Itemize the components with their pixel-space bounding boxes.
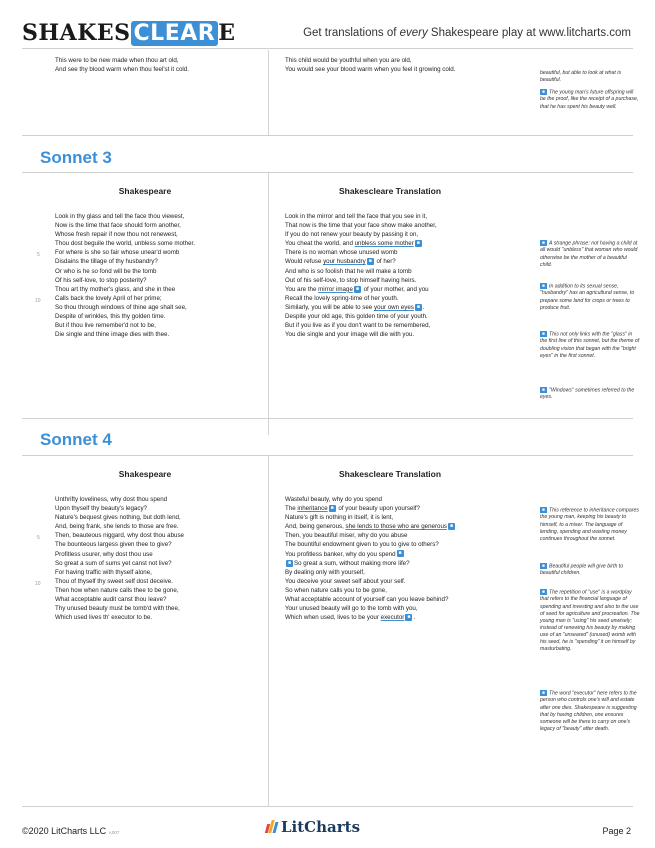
translation-line — [285, 559, 456, 568]
original-line: Nature's bequest gives nothing, but doth lend, — [55, 514, 181, 522]
translation-line — [285, 303, 437, 312]
sonnet-3-note-2 — [540, 283, 640, 312]
translation-line: You would see your blood warm when you feel it growing cold. — [285, 66, 456, 74]
sonnet-3-title: Sonnet 3 — [40, 148, 112, 167]
line-number: 5 — [37, 252, 40, 258]
translation-line: By dealing only with yourself, — [285, 568, 365, 576]
original-line: Then how when nature calls thee to be gone, — [55, 586, 179, 594]
translation-line: So when nature calls you to be gone, — [285, 586, 387, 594]
copyright-text: ©2020 LitCharts LLC — [22, 826, 107, 836]
original-line: Of his self-love, to stop posterity? — [55, 276, 147, 284]
sonnet-3-original — [55, 212, 195, 339]
line-text: The — [285, 505, 298, 513]
note-text: In addition to its sexual sense, "husbandry" has an agricultural sense, to prepare some land for crops or trees to produce fruit. — [540, 283, 635, 311]
header-divider — [22, 48, 633, 49]
original-line: This were to be new made when thou art old, — [55, 57, 179, 64]
original-line: But if thou live remember'd not to be, — [55, 322, 156, 330]
original-line: The bounteous largess given thee to give? — [55, 541, 172, 549]
translation-line — [285, 504, 456, 513]
note-text: Beautiful people will give birth to beautiful children. — [540, 563, 624, 577]
translation-line: Then, you beautiful miser, why do you abuse — [285, 532, 408, 540]
note-text: "Windows" sometimes referred to the eyes. — [540, 387, 635, 401]
annotation-marker-icon[interactable]: ■ — [398, 550, 402, 557]
translation-line: This child would be youthful when you are old, — [285, 57, 412, 64]
footer-copyright — [22, 826, 119, 836]
line-text: Would refuse — [285, 258, 324, 266]
annotation-marker-icon[interactable]: ■ — [450, 523, 454, 530]
annotation-icon: ■ — [540, 89, 547, 95]
line-text: . — [413, 614, 416, 622]
column-divider — [268, 173, 269, 435]
translation-line: Your unused beauty will go to the tomb with you, — [285, 605, 418, 613]
original-line: Calls back the lovely April of her prime; — [55, 294, 162, 302]
original-line: Thou dost beguile the world, unbless some mother. — [55, 240, 195, 248]
brand-text: LitCharts — [281, 818, 361, 836]
annotation-link-executor[interactable]: executor — [380, 614, 405, 622]
original-line: So thou through windows of thine age shalt see, — [55, 303, 187, 311]
annotation-icon: ■ — [540, 507, 547, 513]
original-line: Unthrifty loveliness, why dost thou spend — [55, 496, 168, 503]
annotation-link-eyes[interactable]: your own eyes — [373, 303, 414, 311]
original-line: Or who is he so fond will be the tomb — [55, 267, 157, 275]
section-divider — [22, 418, 633, 419]
annotation-icon: ■ — [540, 589, 547, 595]
line-number: 5 — [37, 535, 40, 541]
logo-text-highlight: CLEAR — [131, 21, 219, 46]
line-text: You are the — [285, 285, 319, 293]
litcharts-bars-icon — [266, 819, 278, 837]
line-text: You cheat the world, and — [285, 240, 355, 248]
original-line: Profitless usurer, why dost thou use — [55, 550, 153, 558]
original-line: Upon thyself thy beauty's legacy? — [55, 505, 147, 513]
original-line: Disdains the tillage of thy husbandry? — [55, 258, 158, 266]
sonnet-3-note-4 — [540, 387, 640, 402]
annotation-icon: ■ — [540, 690, 547, 696]
line-text: of your mother, and you — [361, 285, 429, 293]
annotation-link-inheritance[interactable]: inheritance — [297, 505, 328, 513]
tagline-pre: Get translations of — [303, 27, 400, 39]
sonnet-3-note-1 — [540, 240, 640, 269]
translation-line: But if you live as if you don't want to be remembered, — [285, 322, 431, 330]
annotation-icon: ■ — [540, 563, 547, 569]
line-number: 10 — [35, 581, 41, 587]
note-text: The repetition of "use" is a wordplay that refers to the financial language of spending and investing and also to the use of seed for agriculture and procreation. The young man is "using" his seed unwisely; instead of renewing his beauty by making use of an "unseared" (unused) womb with his seed, he is "spending" it on himself by masturbating. — [540, 589, 640, 653]
fragment-note-1 — [540, 70, 640, 84]
annotation-link-husbandry[interactable]: your husbandry — [323, 258, 366, 266]
annotation-marker-icon[interactable]: ■ — [355, 285, 359, 292]
column-divider — [268, 456, 269, 806]
fragment-translation — [285, 56, 455, 74]
litcharts-logo[interactable] — [266, 818, 360, 837]
original-line: Then, beauteous niggard, why dost thou abuse — [55, 532, 184, 540]
original-line: And, being frank, she lends to those are free. — [55, 523, 179, 531]
sonnet-4-note-1 — [540, 507, 640, 543]
annotation-link-great-sum[interactable]: So great a sum, without making more life? — [294, 559, 410, 567]
line-text: of your beauty upon yourself? — [336, 505, 420, 513]
sonnet-3-note-3 — [540, 331, 640, 360]
annotation-icon: ■ — [540, 387, 547, 393]
sonnet-4-title: Sonnet 4 — [40, 430, 112, 449]
section-divider — [22, 455, 633, 456]
original-line: Thou of thyself thy sweet self dost deceive. — [55, 577, 173, 585]
column-header-original: Shakespeare — [118, 186, 172, 196]
sonnet-4-original — [55, 495, 184, 622]
translation-line: That now is the time that your face show make another, — [285, 222, 437, 230]
footer-divider — [22, 806, 633, 807]
note-text: The word "executor" here refers to the person who controls one's will and estate after one dies. Shakespeare is suggesting that by having children, one ensures someone will be there to carry on one's legacy of "beauty" after death. — [540, 690, 637, 732]
original-line: Thy unused beauty must be tomb'd with thee, — [55, 605, 180, 613]
original-line: Look in thy glass and tell the face thou viewest, — [55, 213, 185, 220]
original-line: Thou art thy mother's glass, and she in thee — [55, 285, 176, 293]
note-text: This not only links with the "glass" in the first line of this sonnet, but the theme of doubling vision that began with the "bright eyes" in the first sonnet. — [540, 331, 640, 359]
version-text: v.007 — [108, 830, 120, 835]
sonnet-4-note-2 — [540, 563, 640, 578]
column-header-translation: Shakescleare Translation — [338, 469, 442, 479]
note-text: A strange phrase: not having a child at all would "unbless" that woman who would otherwise be the mother of a beautiful child. — [540, 240, 638, 268]
shakescleare-logo — [22, 20, 235, 46]
original-line: For having traffic with thyself alone, — [55, 568, 152, 576]
note-text: The young man's future offspring will be the proof, like the receipt of a purchase, that he has spent his beauty well. — [540, 89, 639, 110]
annotation-link-unbless[interactable]: unbless some mother — [354, 240, 414, 248]
annotation-link-generous[interactable]: she lends to those who are generous — [345, 523, 448, 531]
annotation-marker-icon[interactable]: ■ — [416, 240, 420, 247]
translation-line: You deceive your sweet self about your self. — [285, 577, 406, 585]
column-header-translation: Shakescleare Translation — [338, 186, 442, 196]
original-line: So great a sum of sums yet canst not live? — [55, 559, 172, 567]
line-number: 10 — [35, 298, 41, 304]
translation-line — [285, 285, 437, 294]
translation-line: If you do not renew your beauty by passing it on, — [285, 231, 419, 239]
line-text: Similarly, you will be able to see — [285, 303, 374, 311]
translation-line: And who is so foolish that he will make a tomb — [285, 267, 412, 275]
tagline — [303, 27, 631, 39]
translation-line: Wasteful beauty, why do you spend — [285, 496, 382, 503]
translation-line: You die single and your image will die with you. — [285, 331, 415, 339]
translation-line: The bountiful endowment given to you to give to others? — [285, 541, 439, 549]
annotation-marker-icon[interactable]: ■ — [287, 559, 292, 566]
annotation-marker-icon[interactable]: ■ — [368, 258, 372, 265]
translation-line: Out of his self-love, to stop himself having heirs. — [285, 276, 417, 284]
annotation-icon: ■ — [540, 331, 547, 337]
column-divider — [268, 50, 269, 135]
original-line: Whose fresh repair if now thou not renewest, — [55, 231, 178, 239]
original-line: Now is the time that face should form another, — [55, 222, 181, 230]
note-text: beautiful, but able to look at what is beautiful. — [540, 70, 622, 84]
translation-line: Look in the mirror and tell the face that you see in it, — [285, 213, 428, 220]
logo-text-post: E — [218, 20, 236, 46]
sonnet-4-translation — [285, 495, 456, 622]
tagline-post: Shakespeare play at www.litcharts.com — [427, 27, 631, 39]
section-divider — [22, 135, 633, 136]
translation-line — [285, 257, 437, 266]
translation-line: What acceptable account of yourself can you leave behind? — [285, 596, 449, 604]
annotation-marker-icon[interactable]: ■ — [407, 614, 411, 621]
original-line: Which used lives th' executor to be. — [55, 614, 153, 622]
translation-line: Nature's gift is nothing in itself, it is lent, — [285, 514, 394, 522]
note-text: This reference to inheritance compares the young man, keeping his beauty to himself, to a miser. The language of lending, spending and wasting money continues throughout the sonnet. — [540, 507, 639, 542]
original-line: For where is she so fair whose unear'd womb — [55, 249, 180, 257]
section-divider — [22, 172, 633, 173]
translation-line — [285, 613, 456, 622]
line-text: You profitless banker, why do you spend — [285, 550, 396, 558]
fragment-original — [55, 56, 189, 74]
tagline-emphasis: every — [399, 27, 428, 39]
translation-line: Recall the lovely spring-time of her youth. — [285, 294, 399, 302]
original-line: And see thy blood warm when thou feel'st it cold. — [55, 66, 189, 74]
translation-line — [285, 550, 456, 559]
page-number: Page 2 — [602, 826, 631, 836]
line-text: And, being generous, — [285, 523, 346, 531]
translation-line — [285, 522, 456, 531]
column-header-original: Shakespeare — [118, 469, 172, 479]
annotation-marker-icon[interactable]: ■ — [416, 303, 420, 310]
original-line: What acceptable audit canst thou leave? — [55, 596, 167, 604]
line-text: of her? — [374, 258, 396, 266]
sonnet-3-translation — [285, 212, 437, 339]
line-text: Which when used, lives to be your — [285, 614, 381, 622]
logo-text-pre: SHAKES — [22, 20, 131, 46]
sonnet-4-note-4 — [540, 690, 640, 733]
translation-line: Despite your old age, this golden time of your youth. — [285, 313, 428, 321]
annotation-link-mirror[interactable]: mirror image — [318, 285, 353, 293]
line-text: . — [422, 303, 425, 311]
translation-line: There is no woman whose unused womb — [285, 249, 398, 257]
annotation-icon: ■ — [540, 240, 547, 246]
translation-line — [285, 239, 437, 248]
original-line: Despite of wrinkles, this thy golden time. — [55, 313, 166, 321]
annotation-marker-icon[interactable]: ■ — [330, 504, 334, 511]
sonnet-4-note-3 — [540, 589, 640, 653]
annotation-icon: ■ — [540, 283, 547, 289]
fragment-note-2 — [540, 89, 640, 111]
original-line: Die single and thine image dies with thee. — [55, 331, 170, 339]
